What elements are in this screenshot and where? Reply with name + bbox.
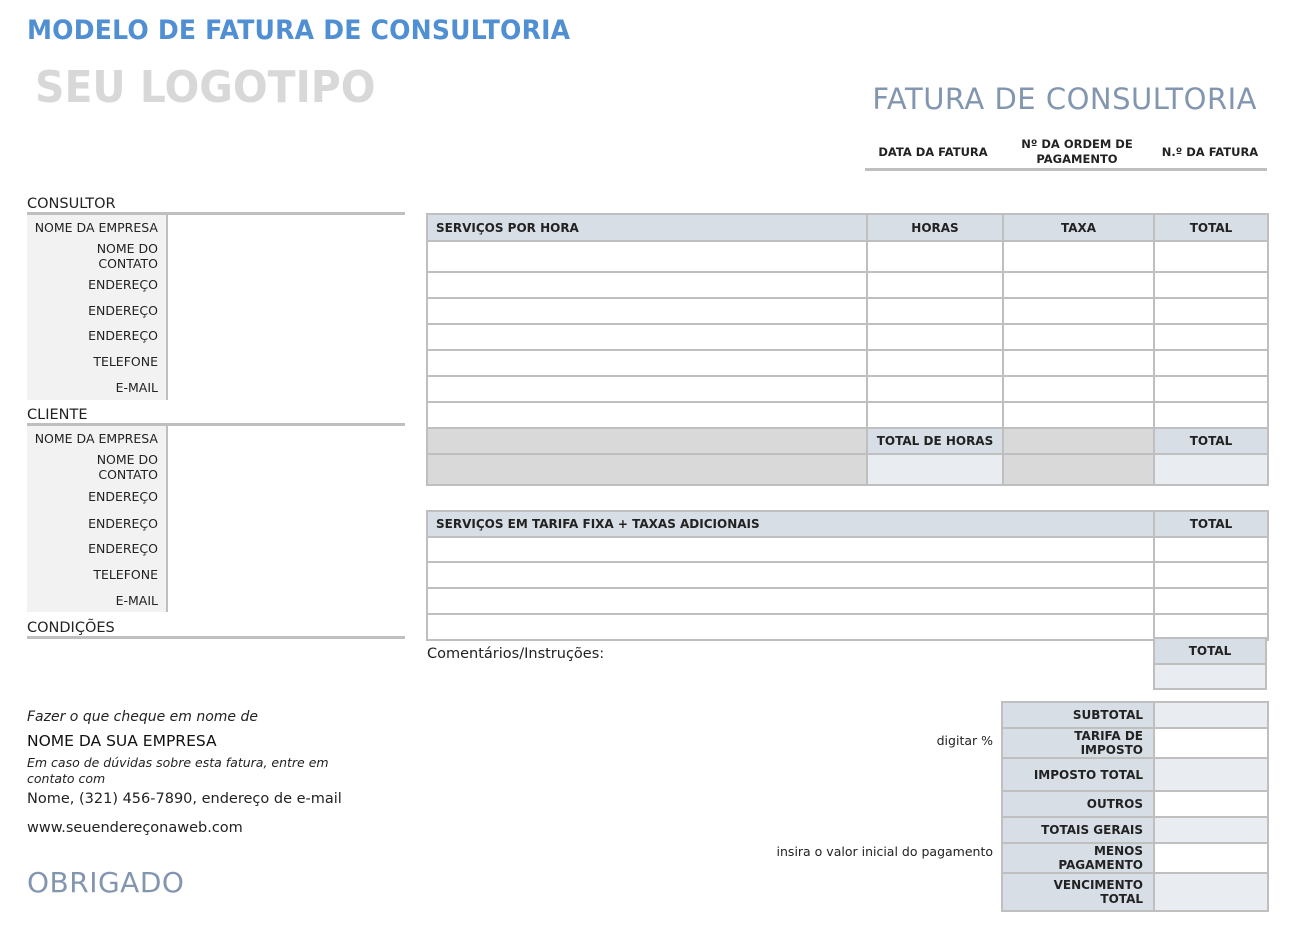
client-email-label: E-MAIL xyxy=(115,593,158,608)
consultant-info-block xyxy=(27,215,405,400)
summary-row-subtotal xyxy=(1002,702,1268,728)
hourly-total-value xyxy=(1154,454,1268,485)
consultant-input-area[interactable] xyxy=(170,215,405,400)
table-row xyxy=(427,298,1268,324)
hours-cell[interactable] xyxy=(867,350,1003,376)
rate-cell[interactable] xyxy=(1003,298,1154,324)
comments-label: Comentários/Instruções: xyxy=(427,646,605,662)
tax-rate-input[interactable] xyxy=(1154,728,1268,758)
other-input[interactable] xyxy=(1154,791,1268,817)
consultant-address1-label: ENDEREÇO xyxy=(88,277,158,292)
total-due-value xyxy=(1154,873,1268,911)
company-name-text: NOME DA SUA EMPRESA xyxy=(27,732,217,750)
service-cell[interactable] xyxy=(427,298,867,324)
table-row xyxy=(427,614,1268,640)
summary-row-total-tax xyxy=(1002,758,1268,791)
hours-cell[interactable] xyxy=(867,298,1003,324)
consultant-phone-label: TELEFONE xyxy=(93,354,158,369)
hours-cell[interactable] xyxy=(867,376,1003,402)
rate-cell[interactable] xyxy=(1003,402,1154,428)
summary-row-grand-totals xyxy=(1002,817,1268,843)
hourly-services-header: SERVIÇOS POR HORA xyxy=(427,214,867,241)
hourly-header-row xyxy=(427,214,1268,241)
invoice-number-header: N.º DA FATURA xyxy=(1161,144,1259,159)
spacer-cell xyxy=(1003,428,1154,454)
subtotal-value xyxy=(1154,702,1268,728)
logo-placeholder[interactable]: SEU LOGOTIPO xyxy=(35,62,376,113)
table-row xyxy=(427,376,1268,402)
fixed-service-cell[interactable] xyxy=(427,537,1154,562)
website-link[interactable]: www.seuendereçonaweb.com xyxy=(27,820,243,836)
table-row xyxy=(427,272,1268,298)
client-section-title: CLIENTE xyxy=(27,407,88,423)
invoice-meta-header xyxy=(865,136,1267,171)
table-row xyxy=(427,402,1268,428)
less-payment-input[interactable] xyxy=(1154,843,1268,873)
hourly-totals-label-row xyxy=(427,428,1268,454)
total-tax-value xyxy=(1154,758,1268,791)
service-cell[interactable] xyxy=(427,272,867,298)
hours-cell[interactable] xyxy=(867,241,1003,272)
client-address2-label: ENDEREÇO xyxy=(88,516,158,531)
less-payment-label: MENOS PAGAMENTO xyxy=(1002,843,1154,873)
fixed-header-row xyxy=(427,511,1268,537)
hourly-totals-value-row xyxy=(427,454,1268,485)
other-label: OUTROS xyxy=(1002,791,1154,817)
fixed-service-cell[interactable] xyxy=(427,614,1154,640)
total-tax-label: IMPOSTO TOTAL xyxy=(1002,758,1154,791)
total-cell[interactable] xyxy=(1154,376,1268,402)
client-label-column xyxy=(27,426,168,612)
table-row xyxy=(427,241,1268,272)
hours-cell[interactable] xyxy=(867,324,1003,350)
subtotal-label: SUBTOTAL xyxy=(1002,702,1154,728)
total-hours-value xyxy=(867,454,1003,485)
table-row xyxy=(427,588,1268,614)
less-payment-note: insira o valor inicial do pagamento xyxy=(776,844,993,859)
service-cell[interactable] xyxy=(427,241,867,272)
client-info-block xyxy=(27,426,405,612)
table-row xyxy=(427,324,1268,350)
total-due-label: VENCIMENTO TOTAL xyxy=(1002,873,1154,911)
total-cell[interactable] xyxy=(1154,241,1268,272)
payment-order-number-header: Nº DA ORDEM DE PAGAMENTO xyxy=(1021,137,1133,166)
table-row xyxy=(427,562,1268,588)
client-input-area[interactable] xyxy=(170,426,405,612)
client-address3-label: ENDEREÇO xyxy=(88,541,158,556)
consultant-email-label: E-MAIL xyxy=(115,380,158,395)
rate-header: TAXA xyxy=(1003,214,1154,241)
fixed-total-cell[interactable] xyxy=(1154,562,1268,588)
summary-row-less-payment xyxy=(1002,843,1268,873)
hours-header: HORAS xyxy=(867,214,1003,241)
total-cell[interactable] xyxy=(1154,272,1268,298)
rate-cell[interactable] xyxy=(1003,241,1154,272)
rate-cell[interactable] xyxy=(1003,350,1154,376)
client-address1-label: ENDEREÇO xyxy=(88,489,158,504)
table-row xyxy=(427,350,1268,376)
summary-row-total-due xyxy=(1002,873,1268,911)
thank-you-text: OBRIGADO xyxy=(27,866,185,899)
consultant-contact-label: NOME DO CONTATO xyxy=(96,241,158,271)
fixed-total-header: TOTAL xyxy=(1154,511,1268,537)
fixed-total-cell[interactable] xyxy=(1154,537,1268,562)
client-contact-label: NOME DO CONTATO xyxy=(96,452,158,482)
fixed-grand-total-value xyxy=(1154,664,1266,689)
client-company-label: NOME DA EMPRESA xyxy=(34,431,158,446)
hourly-services-table xyxy=(426,213,1269,486)
summary-row-other xyxy=(1002,791,1268,817)
consultant-label-column xyxy=(27,215,168,400)
fixed-grand-total-label: TOTAL xyxy=(1154,638,1266,664)
total-cell[interactable] xyxy=(1154,350,1268,376)
conditions-divider xyxy=(27,636,405,639)
total-hours-label: TOTAL DE HORAS xyxy=(867,428,1003,454)
table-row xyxy=(427,537,1268,562)
rate-cell[interactable] xyxy=(1003,324,1154,350)
service-cell[interactable] xyxy=(427,402,867,428)
fixed-service-cell[interactable] xyxy=(427,588,1154,614)
fixed-total-box xyxy=(1153,637,1267,690)
total-cell[interactable] xyxy=(1154,402,1268,428)
spacer-cell xyxy=(427,428,867,454)
tax-rate-note: digitar % xyxy=(936,733,993,748)
invoice-title: FATURA DE CONSULTORIA xyxy=(872,82,1257,116)
service-cell[interactable] xyxy=(427,324,867,350)
hourly-total-label: TOTAL xyxy=(1154,428,1268,454)
page-title: MODELO DE FATURA DE CONSULTORIA xyxy=(27,15,571,46)
hours-cell[interactable] xyxy=(867,272,1003,298)
client-phone-label: TELEFONE xyxy=(93,567,158,582)
consultant-address3-label: ENDEREÇO xyxy=(88,328,158,343)
invoice-date-header: DATA DA FATURA xyxy=(878,144,988,159)
service-cell[interactable] xyxy=(427,376,867,402)
contact-text: Nome, (321) 456-7890, endereço de e-mail xyxy=(27,791,342,807)
service-cell[interactable] xyxy=(427,350,867,376)
fixed-total-cell[interactable] xyxy=(1154,588,1268,614)
fixed-service-cell[interactable] xyxy=(427,562,1154,588)
check-payable-text: Fazer o que cheque em nome de xyxy=(27,709,258,725)
fixed-services-header: SERVIÇOS EM TARIFA FIXA + TAXAS ADICIONAIS xyxy=(427,511,1154,537)
summary-row-tax-rate xyxy=(1002,728,1268,758)
hours-cell[interactable] xyxy=(867,402,1003,428)
total-cell[interactable] xyxy=(1154,298,1268,324)
comments-input-area[interactable] xyxy=(427,666,1147,696)
spacer-cell xyxy=(427,454,867,485)
consultant-company-label: NOME DA EMPRESA xyxy=(34,220,158,235)
tax-rate-label: TARIFA DE IMPOSTO xyxy=(1002,728,1154,758)
rate-cell[interactable] xyxy=(1003,272,1154,298)
grand-totals-label: TOTAIS GERAIS xyxy=(1002,817,1154,843)
questions-text: Em caso de dúvidas sobre esta fatura, entre em contato com xyxy=(27,755,329,786)
summary-table xyxy=(1001,701,1269,912)
spacer-cell xyxy=(1003,454,1154,485)
fixed-services-table xyxy=(426,510,1269,641)
rate-cell[interactable] xyxy=(1003,376,1154,402)
consultant-address2-label: ENDEREÇO xyxy=(88,303,158,318)
grand-totals-value xyxy=(1154,817,1268,843)
conditions-section-title: CONDIÇÕES xyxy=(27,620,115,636)
total-cell[interactable] xyxy=(1154,324,1268,350)
consultant-section-title: CONSULTOR xyxy=(27,196,116,212)
total-header: TOTAL xyxy=(1154,214,1268,241)
